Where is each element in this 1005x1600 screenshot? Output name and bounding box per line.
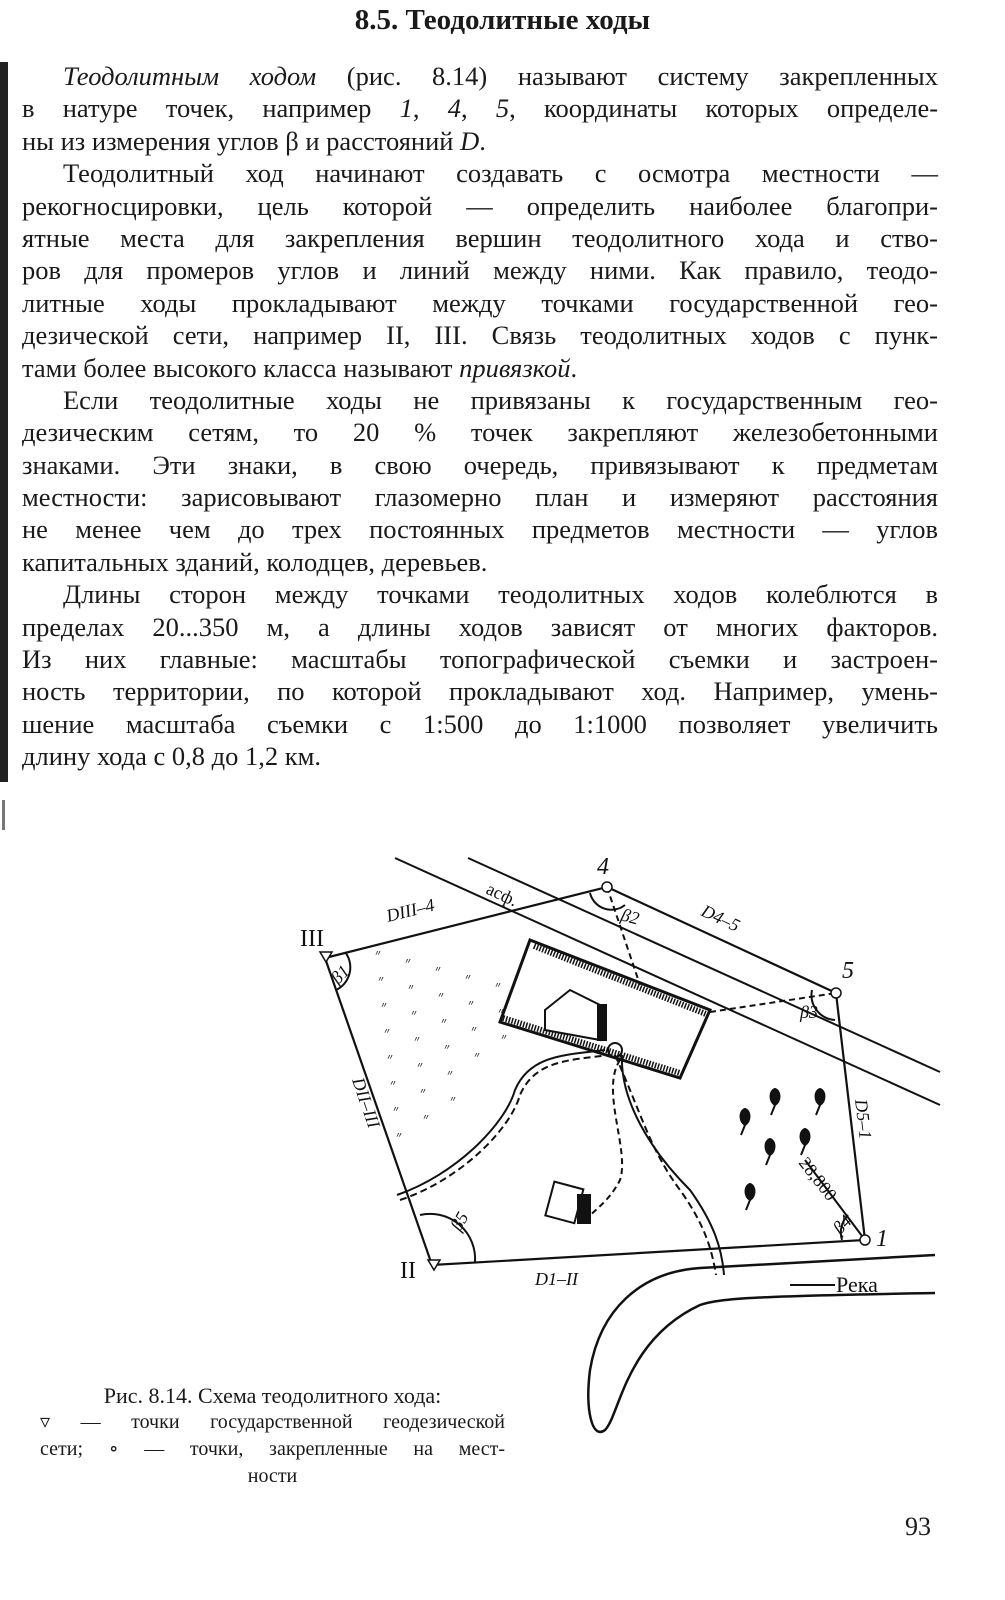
italic-term: 5: [495, 93, 510, 124]
text-segment: пределах 20...350 м, а длины ходов зависят от многих факторов.: [22, 611, 938, 642]
grass-mark: ״: [444, 1041, 451, 1058]
caption-legend-end: ности: [247, 1465, 298, 1487]
measurement-label: 28,800: [794, 1153, 842, 1205]
page-number: 93: [905, 1512, 931, 1541]
text-segment: ,: [412, 93, 448, 124]
tree-icon: [801, 1129, 810, 1155]
grass-mark: ״: [447, 1067, 454, 1084]
text-segment: капитальных зданий, колодцев, деревьев.: [22, 546, 488, 577]
italic-term: Теодолитным ходом: [63, 61, 317, 91]
tree-icon: [766, 1139, 775, 1165]
grass-mark: ״: [393, 1103, 400, 1120]
caption-legend-triangle: ▿ — точки государственной геодезической: [40, 1411, 505, 1433]
grass-mark: ״: [411, 1007, 418, 1024]
grass-mark: ״: [390, 1077, 397, 1094]
river-label: Река: [836, 1272, 878, 1297]
grass-mark: ״: [441, 1015, 448, 1032]
caption-title: Рис. 8.14. Схема теодолитного хода:: [103, 1383, 442, 1408]
text-segment: ,: [460, 93, 496, 124]
grass-mark: ״: [465, 971, 472, 988]
text-segment: знаками. Эти знаки, в свою очередь, привязывают к предметам: [22, 449, 938, 480]
point-label-4: 4: [597, 854, 609, 880]
point-label-5: 5: [842, 958, 854, 984]
grass-mark: ״: [468, 997, 475, 1014]
grass-mark: ״: [381, 999, 388, 1016]
angle-beta2: β2: [618, 904, 642, 929]
grass-mark: ״: [471, 1023, 478, 1040]
meadow-hatch: [375, 947, 507, 1146]
grass-mark: ״: [417, 1059, 424, 1076]
distance-4-5: D4–5: [698, 900, 744, 936]
figure-caption: [40, 1382, 505, 1490]
text-segment: шение масштаба съемки с 1:500 до 1:1000 позволяет увеличить: [22, 708, 938, 739]
text-segment: Длины сторон между точками теодолитных ходов колеблются в: [63, 579, 938, 610]
text-segment: местности: зарисовывают глазомерно план и измеряют расстояния: [22, 482, 938, 513]
trees: [741, 1089, 825, 1210]
grass-mark: ״: [375, 947, 382, 964]
text-segment: ны из измерения углов β и расстояний: [22, 125, 461, 156]
tree-icon: [741, 1109, 750, 1135]
italic-term: 1: [399, 93, 413, 124]
caption-legend-circle: сети; ∘ — точки, закрепленные на мест-: [40, 1438, 505, 1460]
grass-mark: ״: [495, 979, 502, 996]
text-segment: в натуре точек, например: [22, 93, 400, 124]
text-segment: (рис. 8.14) называют систему закрепленных: [316, 61, 938, 91]
distance-1-II: D1–II: [535, 1269, 578, 1289]
text-segment: ров для промеров углов и линий между ними. Как правило, теодо-: [22, 255, 938, 286]
circle-marker: [602, 882, 612, 892]
text-segment: дезической сети, например II, III. Связь теодолитных ходов с пунк-: [22, 320, 938, 351]
italic-term: привязкой: [459, 352, 571, 383]
point-label-II: II: [400, 1258, 416, 1284]
grass-mark: ״: [438, 989, 445, 1006]
dirt-road: [615, 1055, 716, 1275]
text-segment: ятные места для закрепления вершин теодолитного хода и ство-: [22, 222, 938, 253]
angle-beta5: β5: [446, 1208, 473, 1234]
angle-beta1: β1: [326, 960, 354, 988]
text-segment: , координаты которых определе-: [509, 93, 939, 124]
section-heading: 8.5. Теодолитные ходы: [354, 4, 651, 36]
text-segment: рекогносцировки, цель которой — определить наиболее благопри-: [22, 190, 938, 221]
river: [588, 1255, 935, 1432]
text-segment: литные ходы прокладывают между точками государственной гео-: [22, 287, 938, 318]
angle-beta3: β3: [800, 1002, 818, 1022]
text-segment: дезическим сетям, то 20 % точек закрепляют железобетонными: [22, 417, 938, 448]
text-segment: ность территории, по которой прокладывают ход. Например, умень-: [22, 676, 938, 707]
grass-mark: ״: [384, 1025, 391, 1042]
grass-mark: ״: [435, 963, 442, 980]
grass-mark: ״: [414, 1033, 421, 1050]
distance-II-III: DII–III: [348, 1074, 385, 1131]
grass-mark: ״: [501, 1031, 508, 1048]
circle-marker: [860, 1235, 870, 1245]
text-segment: тами более высокого класса называют: [22, 352, 460, 383]
italic-term: D: [460, 125, 480, 156]
text-segment: Из них главные: масштабы топографической съемки и застроен-: [22, 644, 938, 675]
grass-mark: ״: [423, 1111, 430, 1128]
text-segment: .: [479, 125, 486, 156]
text-segment: длину хода с 0,8 до 1,2 км.: [22, 741, 322, 772]
grass-mark: ״: [378, 973, 385, 990]
asphalt-label: асф.: [483, 878, 522, 911]
tree-icon: [746, 1184, 755, 1210]
grass-mark: ״: [450, 1093, 457, 1110]
tree-icon: [816, 1089, 825, 1115]
point-label-III: III: [300, 926, 324, 952]
road-edge: [468, 858, 940, 1072]
grass-mark: ״: [405, 955, 412, 972]
grass-mark: ״: [498, 1005, 505, 1022]
text-segment: Если теодолитные ходы не привязаны к государственным гео-: [63, 384, 938, 415]
text-segment: Теодолитный ход начинают создавать с осмотра местности —: [63, 158, 938, 189]
text-segment: .: [570, 352, 578, 383]
grass-mark: ״: [408, 981, 415, 998]
grass-mark: ״: [420, 1085, 427, 1102]
distance-III-4: DIII–4: [384, 894, 437, 926]
circle-marker: [831, 988, 841, 998]
angle-beta4: β4: [828, 1210, 856, 1238]
text-segment: не менее чем до трех постоянных предметов местности — углов: [22, 514, 938, 545]
point-label-1: 1: [876, 1226, 888, 1252]
house-icon: [545, 990, 600, 1040]
italic-term: 4: [447, 93, 461, 124]
traverse-polygon: [325, 887, 865, 1265]
tree-icon: [771, 1089, 780, 1115]
grass-mark: ״: [396, 1129, 403, 1146]
distance-5-1: D5–1: [851, 1098, 876, 1141]
grass-mark: ״: [474, 1049, 481, 1066]
grass-mark: ״: [387, 1051, 394, 1068]
